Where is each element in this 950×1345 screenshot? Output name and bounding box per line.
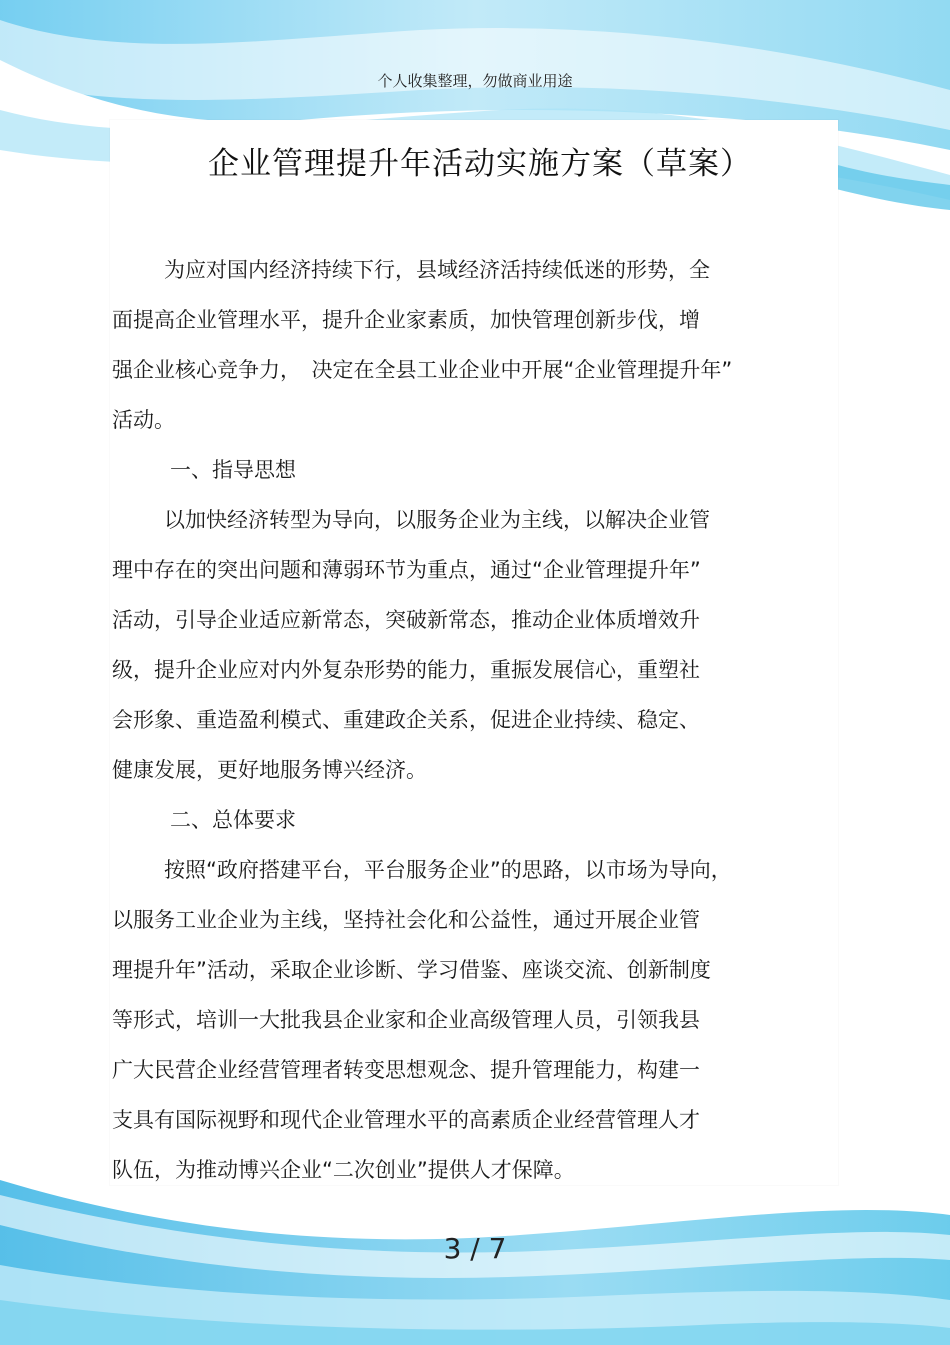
body-line: 理中存在的突出问题和薄弱环节为重点，通过“企业管理提升年”	[112, 558, 701, 582]
body-line: 以加快经济转型为导向，以服务企业为主线，以解决企业管	[164, 508, 710, 532]
body-line: 活动，引导企业适应新常态，突破新常态，推动企业体质增效升	[112, 608, 700, 632]
body-line: 会形象、重造盈利模式、重建政企关系，促进企业持续、稳定、	[112, 708, 700, 732]
body-line: 按照“政府搭建平台，平台服务企业”的思路，以市场为导向，	[164, 858, 732, 882]
body-line: 支具有国际视野和现代企业管理水平的高素质企业经营管理人才	[112, 1108, 700, 1132]
body-line: 强企业核心竞争力， 决定在全县工业企业中开展“企业管理提升年”	[112, 358, 733, 382]
header-note: 个人收集整理，勿做商业用途	[377, 72, 573, 90]
body-line: 广大民营企业经营管理者转变思想观念、提升管理能力，构建一	[112, 1058, 700, 1082]
body-line: 为应对国内经济持续下行，县域经济活持续低迷的形势，全	[164, 258, 710, 282]
body-line: 等形式，培训一大批我县企业家和企业高级管理人员，引领我县	[112, 1008, 700, 1032]
body-line: 健康发展，更好地服务博兴经济。	[112, 758, 427, 782]
section-heading: 一、指导思想	[170, 458, 296, 482]
section-heading: 二、总体要求	[170, 808, 296, 832]
body-line: 以服务工业企业为主线，坚持社会化和公益性，通过开展企业管	[112, 908, 700, 932]
body-line: 理提升年”活动，采取企业诊断、学习借鉴、座谈交流、创新制度	[112, 958, 711, 982]
body-line: 活动。	[112, 408, 175, 432]
body-line: 面提高企业管理水平，提升企业家素质，加快管理创新步伐，增	[112, 308, 700, 332]
body-line: 级，提升企业应对内外复杂形势的能力，重振发展信心，重塑社	[112, 658, 700, 682]
document-title: 企业管理提升年活动实施方案（草案）	[208, 146, 752, 182]
page-number: 3 / 7	[443, 1232, 507, 1265]
body-line: 队伍，为推动博兴企业“二次创业”提供人才保障。	[112, 1158, 575, 1182]
document-body	[112, 245, 832, 1195]
